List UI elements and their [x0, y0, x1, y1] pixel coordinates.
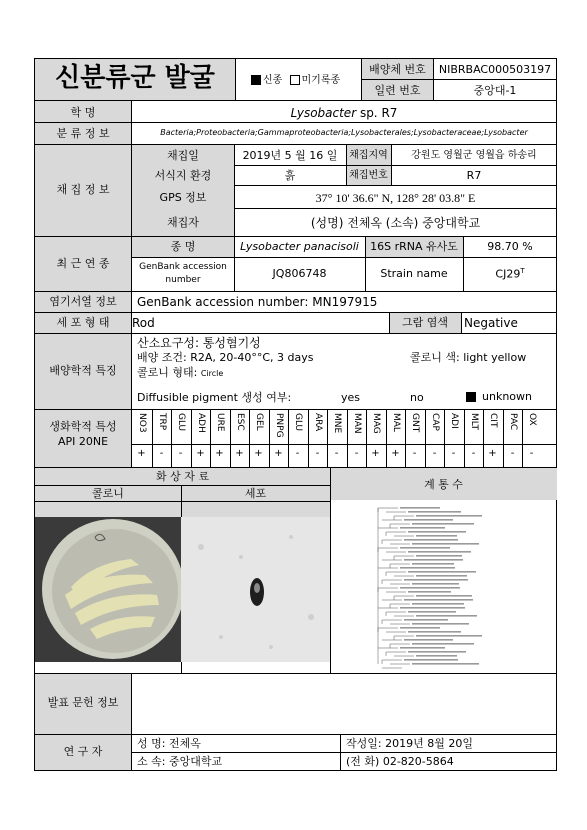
api-test-ox-result: - — [529, 448, 534, 459]
gps-label: GPS 정보 — [159, 191, 207, 204]
checked-box-icon — [251, 75, 261, 85]
researcher-phone: (전 화) 02-820-5864 — [346, 755, 454, 768]
api-test-pnpg-label: PNPG — [274, 413, 284, 438]
morphology-label: 세 포 형 태 — [56, 316, 110, 329]
api-test-ara-result: - — [315, 448, 320, 459]
api-test-cap-label: CAP — [430, 413, 440, 431]
culture-number-value: NIBRBAC000503197 — [438, 63, 552, 76]
genbank-value: JQ806748 — [272, 267, 327, 280]
api-test-ure-result: + — [215, 448, 224, 459]
api-test-adi-label: ADI — [449, 413, 459, 429]
biochem-label-1: 생화학적 특성 — [49, 420, 117, 433]
api-test-trp-result: - — [159, 448, 164, 459]
biochem-label-2: API 20NE — [57, 435, 109, 448]
api-test-mal-label: MAL — [391, 413, 401, 432]
classification-label: 분 류 정 보 — [56, 127, 110, 140]
pigment-unknown-option[interactable]: unknown — [466, 391, 532, 402]
culture-conditions: 배양 조건: R2A, 20-40°°C, 3 days — [137, 351, 314, 364]
api-test-mne-label: MNE — [332, 413, 342, 434]
api-test-mal-result: + — [391, 448, 400, 459]
api-test-mag-result: + — [371, 448, 380, 459]
collection-region-value: 강원도 영월군 영월읍 하송리 — [411, 150, 537, 161]
species-value: Lysobacter panacisoli — [240, 240, 359, 253]
api-test-glu-label: GLU — [176, 413, 186, 432]
publication-label: 발표 문헌 정보 — [47, 696, 119, 709]
collection-label: 채 집 정 보 — [56, 183, 110, 196]
researcher-label: 연 구 자 — [63, 745, 103, 758]
api-test-pac-label: PAC — [508, 413, 518, 431]
colony-plate-photo — [35, 517, 181, 662]
sequence-value: GenBank accession number: MN197915 — [137, 295, 378, 309]
api-test-esc-label: ESC — [235, 413, 245, 431]
collection-date-value: 2019년 5 월 16 일 — [242, 149, 338, 162]
oxygen-requirement: 산소요구성: 통성혐기성 — [137, 336, 261, 350]
api-test-gnt-result: - — [412, 448, 417, 459]
api-test-cap-result: - — [432, 448, 437, 459]
api-test-pac-result: - — [510, 448, 515, 459]
scientific-name-value: Lysobacter sp. R7 — [290, 106, 398, 120]
api-test-adi-result: - — [451, 448, 456, 459]
scientific-name-label: 학 명 — [70, 106, 96, 119]
habitat-label: 서식지 환경 — [154, 169, 212, 182]
checked-box-icon — [466, 392, 476, 402]
api-test-gel-result: + — [254, 448, 263, 459]
api-test-man-label: MAN — [352, 413, 362, 434]
api-test-pnpg-result: + — [274, 448, 283, 459]
colony-color: 콜로니 색: light yellow — [410, 351, 527, 364]
pigment-label: Diffusible pigment 생성 여부: — [137, 391, 292, 404]
pigment-no-option[interactable]: no — [410, 391, 424, 404]
api-test-cit-result: + — [488, 448, 497, 459]
researcher-name: 성 명: 전체옥 — [137, 737, 201, 750]
morphology-value: Rod — [132, 316, 155, 330]
genbank-label-1: GenBank accession — [139, 262, 227, 272]
culture-number-label: 배양체 번호 — [369, 63, 426, 76]
api-test-man-result: - — [354, 448, 359, 459]
phylogenetic-tree-label: 계 통 수 — [424, 478, 463, 491]
unchecked-box-icon — [290, 75, 300, 85]
api-test-mlt-result: - — [471, 448, 476, 459]
api-test-cit-label: CIT — [488, 413, 498, 428]
api-test-adh-label: ADH — [196, 413, 206, 433]
api-test-no3-result: + — [137, 448, 146, 459]
api-test-glu-label: GLU — [293, 413, 303, 432]
similarity-label: 16S rRNA 유사도 — [370, 240, 458, 253]
collector-value: (성명) 전체옥 (소속) 중앙대학교 — [310, 216, 481, 230]
api-test-ara-label: ARA — [313, 413, 323, 432]
strain-label: Strain name — [380, 267, 448, 280]
api-test-trp-label: TRP — [157, 413, 167, 431]
gram-value: Negative — [464, 316, 518, 330]
collection-date-label: 채집일 — [167, 149, 199, 162]
api-test-ure-label: URE — [215, 413, 225, 432]
collection-number-label: 채집번호 — [349, 170, 388, 181]
pigment-yes-option[interactable]: yes — [341, 391, 361, 404]
api-test-mag-label: MAG — [371, 413, 381, 434]
written-date: 작성일: 2019년 8월 20일 — [346, 737, 473, 750]
api-test-ox-label: OX — [527, 413, 537, 426]
api-test-mne-result: - — [334, 448, 339, 459]
cell-image-label: 세포 — [244, 487, 267, 500]
api-test-gnt-label: GNT — [410, 413, 420, 433]
researcher-affiliation: 소 속: 중앙대학교 — [137, 755, 223, 768]
gram-label: 그람 염색 — [401, 316, 448, 329]
api-test-glu-result: - — [178, 448, 183, 459]
nearest-species-label: 최 근 연 종 — [56, 257, 110, 270]
api-test-esc-result: + — [235, 448, 244, 459]
api-test-gel-label: GEL — [254, 413, 264, 431]
culture-label: 배양학적 특징 — [49, 364, 117, 377]
page-title: 신분류군 발굴 — [55, 63, 215, 93]
sequence-label: 염기서열 정보 — [49, 295, 117, 308]
collection-number-value: R7 — [466, 169, 482, 182]
phylogenetic-tree-figure — [372, 502, 532, 670]
colony-image-label: 콜로니 — [92, 487, 124, 500]
cell-micrograph — [181, 517, 330, 662]
classification-value: Bacteria;Proteobacteria;Gammaproteobacteria;Lysobacterales;Lysobacteraceae;Lysobacter — [160, 128, 528, 137]
strain-value: $CJ29^T$ — [495, 267, 525, 281]
serial-number-label: 일련 번호 — [374, 84, 421, 97]
gps-value: 37° 10' 36.6" N, 128° 28' 03.8" E — [315, 191, 476, 205]
colony-shape: 콜로니 형태: Circle — [137, 366, 224, 379]
api-test-mlt-label: MLT — [469, 413, 479, 431]
api-test-glu-result: - — [295, 448, 300, 459]
collection-region-label: 채집지역 — [349, 150, 388, 161]
similarity-value: 98.70 % — [487, 240, 533, 253]
api-test-no3-label: NO3 — [137, 413, 147, 433]
habitat-value: 흙 — [284, 169, 296, 182]
genbank-label-2: number — [165, 275, 201, 285]
new-species-checkbox[interactable]: 신종 미기록종 — [251, 75, 340, 86]
image-section-label: 화 상 자 료 — [156, 470, 209, 483]
api-test-adh-result: + — [196, 448, 205, 459]
species-label: 종 명 — [170, 240, 196, 253]
collector-label: 채집자 — [167, 216, 199, 229]
serial-number-value: 중앙대-1 — [473, 84, 517, 97]
